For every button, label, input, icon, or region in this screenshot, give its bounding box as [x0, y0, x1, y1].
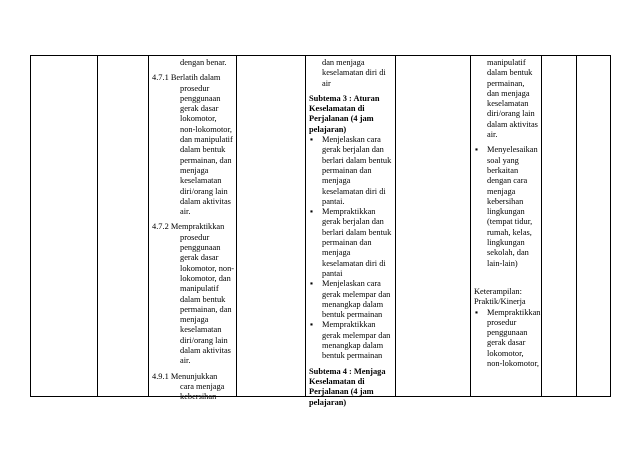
paragraph-gap	[474, 278, 541, 287]
text-line: gerak melempar dan	[322, 330, 391, 340]
text-line: rumah, kelas,	[487, 227, 532, 237]
text-line: lokomotor, dan	[180, 273, 231, 283]
text-line: lingkungan	[487, 207, 525, 217]
bullet-icon: ▪	[310, 279, 313, 289]
text-line: bentuk permainan	[322, 310, 383, 320]
text-line: soal yang	[487, 155, 519, 165]
text-line: keselamatan	[487, 99, 529, 109]
text-line: penggunaan	[487, 328, 528, 338]
text-line: dalam aktivitas	[180, 346, 231, 356]
table-top-border	[30, 55, 611, 56]
text-line: gerak melempar dan	[322, 289, 391, 299]
text-line: menangkap dalam	[322, 299, 384, 309]
column-divider	[305, 55, 306, 397]
text-line: dengan benar.	[180, 58, 227, 67]
text-line: manipulatif	[487, 58, 526, 67]
text-line: pantai.	[322, 196, 345, 206]
text-line: sekolah, dan	[487, 248, 529, 258]
text-line: diri/orang lain	[487, 109, 535, 119]
text-line: Praktik/Kinerja	[474, 297, 526, 307]
text-line: dan manipulatif	[180, 135, 233, 145]
text-line: keselamatan diri di	[322, 186, 386, 196]
text-line: dalam aktivitas	[487, 119, 538, 129]
text-line: keselamatan	[180, 325, 222, 335]
text-line: permainan, dan	[180, 155, 232, 165]
text-line: bentuk permainan	[322, 351, 383, 361]
bullet-item-text: Mempraktikkan ▪	[310, 207, 376, 217]
column-divider	[610, 55, 611, 397]
text-line: prosedur	[180, 83, 210, 93]
text-line: lokomotor,	[487, 348, 524, 358]
subtheme-heading-line: Keselamatan di	[309, 376, 365, 386]
bullet-icon: ▪	[310, 207, 313, 217]
text-line: menjaga	[322, 176, 351, 186]
text-line: menjaga	[322, 248, 351, 258]
bullet-item-text: Menjelaskan cara ▪	[310, 135, 381, 145]
text-line: gerak berjalan dan	[322, 217, 384, 227]
text-line: manipulatif	[180, 284, 219, 294]
bullet-icon: ▪	[310, 135, 313, 145]
text-line: berlari dalam bentuk	[322, 155, 392, 165]
text-line: gerak dasar	[180, 253, 219, 263]
text-line: berlari dalam bentuk	[322, 227, 392, 237]
subtheme-heading-line: Subtema 3 : Aturan	[309, 93, 380, 103]
bullet-item-text: Menjelaskan cara ▪	[310, 279, 381, 289]
text-line: permainan dan	[322, 238, 372, 248]
text-line: air	[322, 78, 331, 88]
learning-material-column	[309, 58, 391, 408]
text-line: gerak dasar	[180, 104, 219, 114]
subtheme-heading-line: pelajaran)	[309, 397, 347, 407]
paragraph-gap	[474, 269, 541, 278]
column-divider	[395, 55, 396, 397]
text-line: penggunaan	[180, 243, 221, 253]
bullet-icon: ▪	[310, 320, 313, 330]
subtheme-heading-line: Perjalanan (4 jam	[309, 114, 374, 124]
text-line: permainan, dan	[180, 304, 232, 314]
text-line: berkaitan	[487, 165, 519, 175]
text-line: pantai	[322, 268, 343, 278]
text-line: diri/orang lain	[180, 335, 228, 345]
column-divider	[97, 55, 98, 397]
text-line: penggunaan	[180, 93, 221, 103]
text-line: non-lokomotor,	[487, 359, 540, 369]
text-line: dan menjaga	[322, 58, 365, 67]
text-line: air.	[180, 356, 191, 366]
text-line: keselamatan diri di	[322, 258, 386, 268]
text-line: 4.9.1 Menunjukkan	[152, 371, 218, 381]
text-line: dalam bentuk	[487, 68, 533, 78]
column-divider	[541, 55, 542, 397]
bullet-item-text: Menyelesaikan ▪	[475, 145, 538, 155]
text-line: menjaga	[180, 165, 209, 175]
text-line: prosedur	[180, 232, 210, 242]
text-line: kebersihan	[180, 392, 217, 402]
text-line: air.	[487, 130, 498, 140]
text-line: lokomotor, non-	[180, 263, 235, 273]
text-line: permainan,	[487, 78, 525, 88]
text-line: non-lokomotor,	[180, 124, 233, 134]
text-line: (tempat tidur,	[487, 217, 533, 227]
text-line: lain-lain)	[487, 258, 518, 268]
text-line: gerak berjalan dan	[322, 145, 384, 155]
text-line: Keterampilan:	[474, 286, 522, 296]
indicator-column	[152, 58, 234, 403]
column-divider	[236, 55, 237, 397]
text-line: 4.7.1 Berlatih dalam	[152, 73, 221, 83]
subtheme-heading-line: Subtema 4 : Menjaga	[309, 366, 386, 376]
text-line: menjaga	[487, 186, 516, 196]
text-line: dalam bentuk	[180, 294, 226, 304]
text-line: menjaga	[180, 315, 209, 325]
text-line: prosedur	[487, 317, 517, 327]
text-line: dan menjaga	[487, 88, 530, 98]
text-line: permainan dan	[322, 165, 372, 175]
subtheme-heading-line: Perjalanan (4 jam	[309, 387, 374, 397]
text-line: diri/orang lain	[180, 186, 228, 196]
text-line: gerak dasar	[487, 338, 526, 348]
text-line: kebersihan	[487, 196, 524, 206]
column-divider	[576, 55, 577, 397]
text-line: lokomotor,	[180, 114, 217, 124]
text-line: lingkungan	[487, 238, 525, 248]
bullet-icon: ▪	[475, 307, 478, 317]
text-line: dalam aktivitas	[180, 196, 231, 206]
text-line: menangkap dalam	[322, 341, 384, 351]
column-divider	[148, 55, 149, 397]
column-divider	[30, 55, 31, 397]
text-line: dalam bentuk	[180, 145, 226, 155]
bullet-item-text: Mempraktikkan ▪	[310, 320, 376, 330]
subtheme-heading-line: Keselamatan di	[309, 104, 365, 114]
column-divider	[470, 55, 471, 397]
bullet-icon: ▪	[475, 145, 478, 155]
text-line: dengan cara	[487, 176, 528, 186]
subtheme-heading-line: pelajaran)	[309, 124, 347, 134]
bullet-item-text: Mempraktikkan ▪	[475, 307, 541, 317]
text-line: keselamatan diri di	[322, 68, 386, 78]
text-line: cara menjaga	[180, 381, 225, 391]
text-line: air.	[180, 207, 191, 217]
text-line: keselamatan	[180, 176, 222, 186]
text-line: 4.7.2 Mempraktikkan	[152, 222, 225, 232]
assessment-column	[474, 58, 541, 369]
